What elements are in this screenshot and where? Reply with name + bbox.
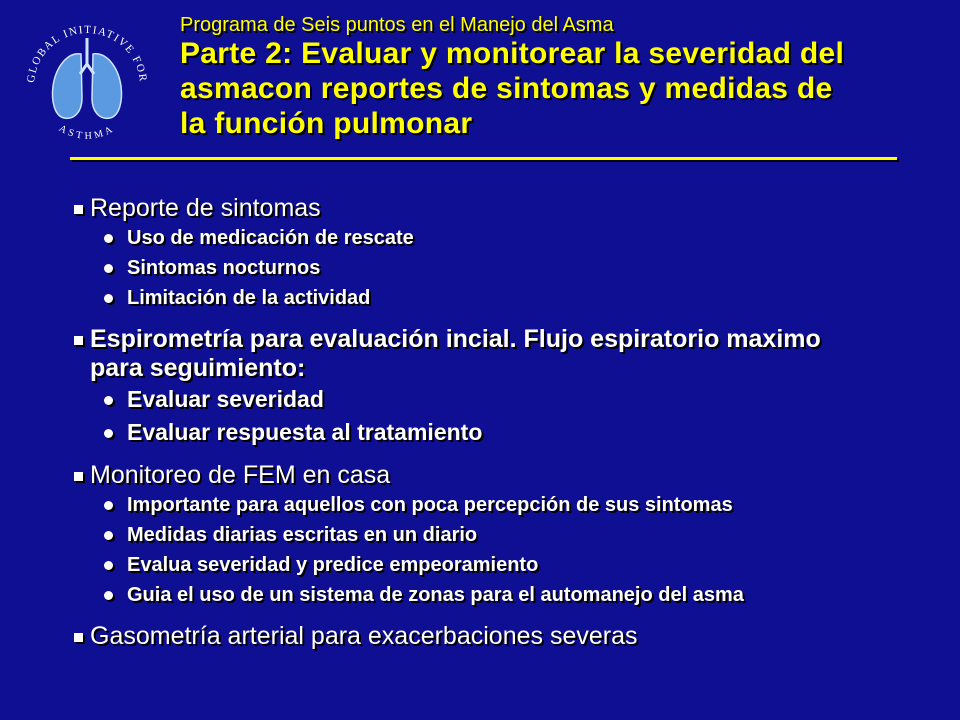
section-heading-line-1: Espirometría para evaluación incial. Flujo espiratorio maximo bbox=[90, 325, 821, 353]
list-item-text: Evaluar severidad bbox=[127, 386, 324, 412]
title-line-1: Parte 2: Evaluar y monitorear la severidad del bbox=[180, 37, 845, 70]
round-bullet-icon bbox=[104, 501, 113, 510]
square-bullet-icon bbox=[74, 472, 83, 481]
list-item-text: Sintomas nocturnos bbox=[127, 257, 321, 279]
list-item-text: Medidas diarias escritas en un diario bbox=[127, 524, 478, 546]
square-bullet-icon bbox=[74, 205, 83, 214]
list-item bbox=[72, 550, 922, 580]
list-item-text: Evaluar respuesta al tratamiento bbox=[127, 419, 483, 445]
round-bullet-icon bbox=[104, 234, 113, 243]
round-bullet-icon bbox=[104, 396, 113, 405]
round-bullet-icon bbox=[104, 294, 113, 303]
gina-asthma-logo bbox=[14, 8, 159, 143]
round-bullet-icon bbox=[104, 561, 113, 570]
list-item-text: Importante para aquellos con poca percepción de sus sintomas bbox=[127, 494, 733, 516]
list-item bbox=[72, 416, 922, 449]
round-bullet-icon bbox=[104, 591, 113, 600]
logo-text-top: GLOBAL INITIATIVE FOR bbox=[24, 23, 150, 84]
title-line-3: la función pulmonar bbox=[180, 107, 473, 140]
square-bullet-icon bbox=[74, 633, 83, 642]
list-item bbox=[72, 253, 922, 283]
section-heading bbox=[72, 622, 922, 651]
list-item bbox=[72, 283, 922, 313]
square-bullet-icon bbox=[74, 336, 83, 345]
round-bullet-icon bbox=[104, 531, 113, 540]
slide-subtitle: Programa de Seis puntos en el Manejo del Asma bbox=[180, 14, 614, 36]
slide-header bbox=[180, 14, 920, 141]
section-heading-line-2: para seguimiento: bbox=[90, 354, 306, 382]
round-bullet-icon bbox=[104, 429, 113, 438]
list-item-text: Uso de medicación de rescate bbox=[127, 227, 414, 249]
title-line-2: asmacon reportes de sintomas y medidas de bbox=[180, 72, 833, 105]
section-heading bbox=[72, 194, 922, 223]
list-item-text: Guia el uso de un sistema de zonas para el automanejo del asma bbox=[127, 584, 744, 606]
list-item-text: Evalua severidad y predice empeoramiento bbox=[127, 554, 539, 576]
list-item bbox=[72, 580, 922, 610]
section-heading bbox=[72, 461, 922, 490]
list-item bbox=[72, 490, 922, 520]
list-item bbox=[72, 223, 922, 253]
title-divider bbox=[70, 157, 897, 160]
section-heading-text: Monitoreo de FEM en casa bbox=[90, 461, 391, 489]
list-item-text: Limitación de la actividad bbox=[127, 287, 371, 309]
list-item bbox=[72, 383, 922, 416]
logo-text-bottom: ASTHMA bbox=[56, 123, 118, 142]
list-item bbox=[72, 520, 922, 550]
round-bullet-icon bbox=[104, 264, 113, 273]
slide-title bbox=[180, 36, 920, 141]
section-heading-text: Gasometría arterial para exacerbaciones severas bbox=[90, 622, 638, 650]
section-heading bbox=[72, 325, 922, 383]
section-heading-text: Reporte de sintomas bbox=[90, 194, 321, 222]
bullet-list bbox=[72, 194, 922, 651]
